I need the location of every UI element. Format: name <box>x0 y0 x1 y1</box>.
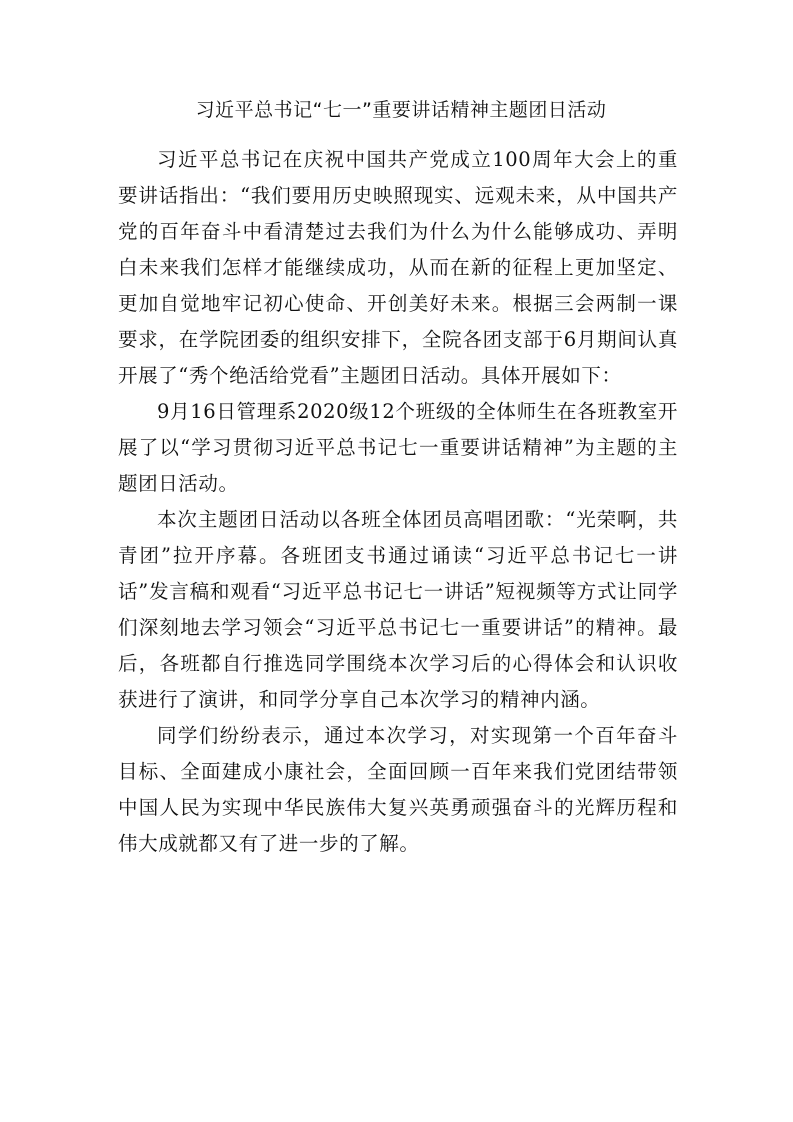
paragraph-activity: 本次主题团日活动以各班全体团员高唱团歌：“光荣啊，共青团”拉开序幕。各班团支书通过诵读“习近平总书记七一讲话”发言稿和观看“习近平总书记七一讲话”短视频等方式让同学们深刻地去学习领会“习近平总书记七一重要讲话”的精神。最后，各班都自行推选同学围绕本次学习后的心得体会和认识收获进行了演讲，和同学分享自己本次学习的精神内涵。 <box>118 508 678 711</box>
paragraph-event: 9月16日管理系2020级12个班级的全体师生在各班教室开展了以“学习贯彻习近平总书记七一重要讲话精神”为主题的主题团日活动。 <box>118 400 678 495</box>
document-body <box>118 142 678 862</box>
document-title: 习近平总书记“七一”重要讲话精神主题团日活动 <box>195 99 607 121</box>
paragraph-conclusion: 同学们纷纷表示，通过本次学习，对实现第一个百年奋斗目标、全面建成小康社会，全面回顾一百年来我们党团结带领中国人民为实现中华民族伟大复兴英勇顽强奋斗的光辉历程和伟大成就都又有了进一步的了解。 <box>118 724 678 855</box>
paragraph-intro: 习近平总书记在庆祝中国共产党成立100周年大会上的重要讲话指出：“我们要用历史映照现实、远观未来，从中国共产党的百年奋斗中看清楚过去我们为什么为什么能够成功、弄明白未来我们怎样才能继续成功，从而在新的征程上更加坚定、更加自觉地牢记初心使命、开创美好未来。根据三会两制一课要求，在学院团委的组织安排下，全院各团支部于6月期间认真开展了“秀个绝活给党看”主题团日活动。具体开展如下： <box>118 148 678 387</box>
